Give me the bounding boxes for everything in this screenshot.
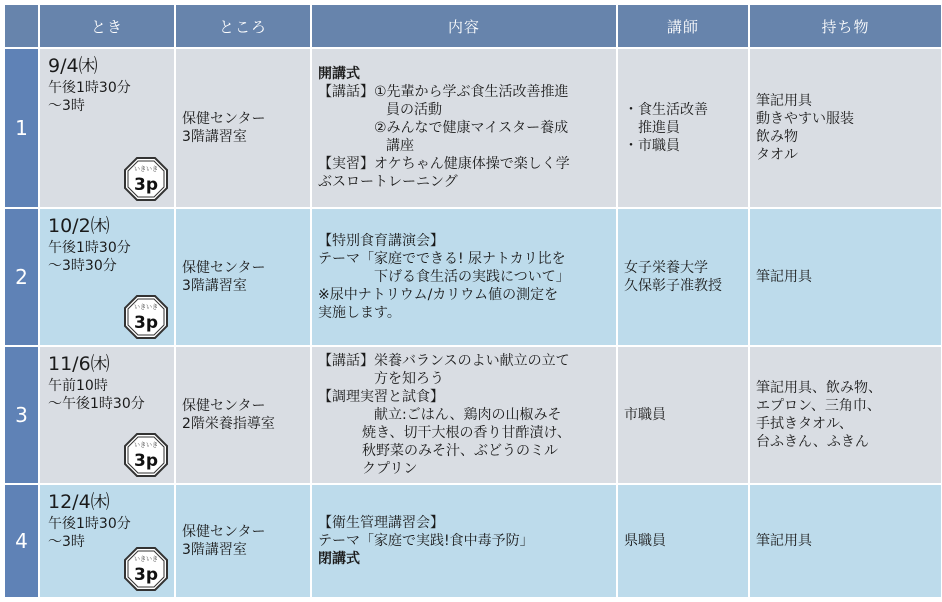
- place-cell: [176, 49, 310, 207]
- content-line: クプリン: [362, 461, 418, 477]
- place-cell: [176, 209, 310, 345]
- content-line: 実施します。: [318, 305, 401, 321]
- lecturer-line: 久保彰子准教授: [624, 278, 722, 294]
- date-time-cell: [40, 347, 174, 483]
- place-text: 保健センター 2階栄養指導室: [182, 398, 275, 432]
- items-text: 筆記用具: [756, 533, 812, 549]
- badge-label: いきいき: [133, 442, 159, 449]
- content-line: テーマ「家庭でできる! 尿ナトカリ比を: [318, 251, 566, 267]
- lecturer-cell: [618, 347, 748, 483]
- ikiiki-points-badge-icon: [124, 295, 168, 339]
- lecturer-cell: [618, 209, 748, 345]
- session-date: 9/4㈭: [48, 55, 98, 77]
- lecturer-line: 市職員: [624, 407, 666, 423]
- header-mochimono: 持ち物: [750, 5, 941, 47]
- items-text: 筆記用具、飲み物、 エプロン、三角巾、 手拭きタオル、 台ふきん、ふきん: [756, 380, 882, 450]
- header-tokoro: ところ: [176, 5, 310, 47]
- content-cell: [312, 49, 616, 207]
- header-num: [5, 5, 38, 47]
- badge-points: 3p: [134, 175, 158, 195]
- content-line: 【講話】栄養バランスのよい献立の立て: [318, 353, 570, 369]
- place-cell: [176, 485, 310, 597]
- content-line: 【実習】オケちゃん健康体操で楽しく学: [318, 156, 570, 172]
- ikiiki-points-badge-icon: [124, 157, 168, 201]
- session-date: 12/4㈭: [48, 491, 110, 513]
- place-text: 保健センター 3階講習室: [182, 111, 266, 145]
- content-cell: [312, 209, 616, 345]
- content-line: 【特別食育講演会】: [318, 233, 444, 249]
- items-text: 筆記用具: [756, 269, 812, 285]
- session-time: 午後1時30分 ～3時: [48, 80, 131, 114]
- header-koshi: 講師: [618, 5, 748, 47]
- ikiiki-points-badge-icon: [124, 547, 168, 591]
- header-row: [5, 5, 941, 47]
- header-toki: とき: [40, 5, 174, 47]
- lecturer-line: ・市職員: [624, 138, 680, 154]
- session-time: 午後1時30分 ～3時: [48, 516, 131, 550]
- row-number: 2: [5, 209, 38, 345]
- ikiiki-points-badge-icon: [124, 433, 168, 477]
- badge-label: いきいき: [133, 556, 159, 563]
- content-line: 講座: [386, 138, 414, 154]
- content-line: 下げる食生活の実践について」: [374, 269, 570, 285]
- table-row: [5, 485, 941, 597]
- content-cell: [312, 485, 616, 597]
- table-row: [5, 49, 941, 207]
- content-line: テーマ「家庭で実践!食中毒予防」: [318, 533, 534, 549]
- lecturer-line: 県職員: [624, 533, 666, 549]
- badge-points: 3p: [134, 451, 158, 471]
- content-line: 開講式: [318, 66, 360, 82]
- badge-label: いきいき: [133, 304, 159, 311]
- content-line: 【調理実習と試食】: [318, 389, 444, 405]
- content-line: 閉講式: [318, 551, 360, 567]
- date-time-cell: [40, 49, 174, 207]
- session-time: 午後1時30分 ～3時30分: [48, 240, 131, 274]
- content-line: ぶスロートレーニング: [318, 174, 458, 190]
- content-line: 秋野菜のみそ汁、ぶどうのミル: [362, 443, 558, 459]
- content-line: 焼き、切干大根の香り甘酢漬け、: [362, 425, 571, 441]
- items-cell: [750, 347, 941, 483]
- items-cell: [750, 485, 941, 597]
- content-line: 方を知ろう: [374, 371, 444, 387]
- lecturer-line: ・食生活改善: [624, 102, 708, 118]
- table-row: [5, 209, 941, 345]
- lecturer-cell: [618, 49, 748, 207]
- content-line: 員の活動: [386, 102, 442, 118]
- header-naiyo: 内容: [312, 5, 616, 47]
- items-cell: [750, 209, 941, 345]
- content-line: 【衛生管理講習会】: [318, 515, 444, 531]
- badge-points: 3p: [134, 313, 158, 333]
- table-row: [5, 347, 941, 483]
- content-line: ②みんなで健康マイスター養成: [374, 120, 569, 136]
- place-cell: [176, 347, 310, 483]
- lecturer-line: 推進員: [638, 120, 680, 136]
- content-line: ※尿中ナトリウム/カリウム値の測定を: [318, 287, 559, 303]
- session-time: 午前10時 ～午後1時30分: [48, 378, 145, 412]
- lecturer-cell: [618, 485, 748, 597]
- badge-points: 3p: [134, 565, 158, 585]
- session-date: 10/2㈭: [48, 215, 110, 237]
- row-number: 3: [5, 347, 38, 483]
- schedule-table: [3, 3, 942, 599]
- content-cell: [312, 347, 616, 483]
- content-line: 献立:ごはん、鶏肉の山椒みそ: [374, 407, 562, 423]
- lecturer-line: 女子栄養大学: [624, 260, 708, 276]
- date-time-cell: [40, 485, 174, 597]
- place-text: 保健センター 3階講習室: [182, 524, 266, 558]
- content-line: 【講話】①先輩から学ぶ食生活改善推進: [318, 84, 569, 100]
- place-text: 保健センター 3階講習室: [182, 260, 266, 294]
- items-cell: [750, 49, 941, 207]
- session-date: 11/6㈭: [48, 353, 110, 375]
- date-time-cell: [40, 209, 174, 345]
- badge-label: いきいき: [133, 166, 159, 173]
- row-number: 4: [5, 485, 38, 597]
- row-number: 1: [5, 49, 38, 207]
- items-text: 筆記用具 動きやすい服装 飲み物 タオル: [756, 93, 854, 163]
